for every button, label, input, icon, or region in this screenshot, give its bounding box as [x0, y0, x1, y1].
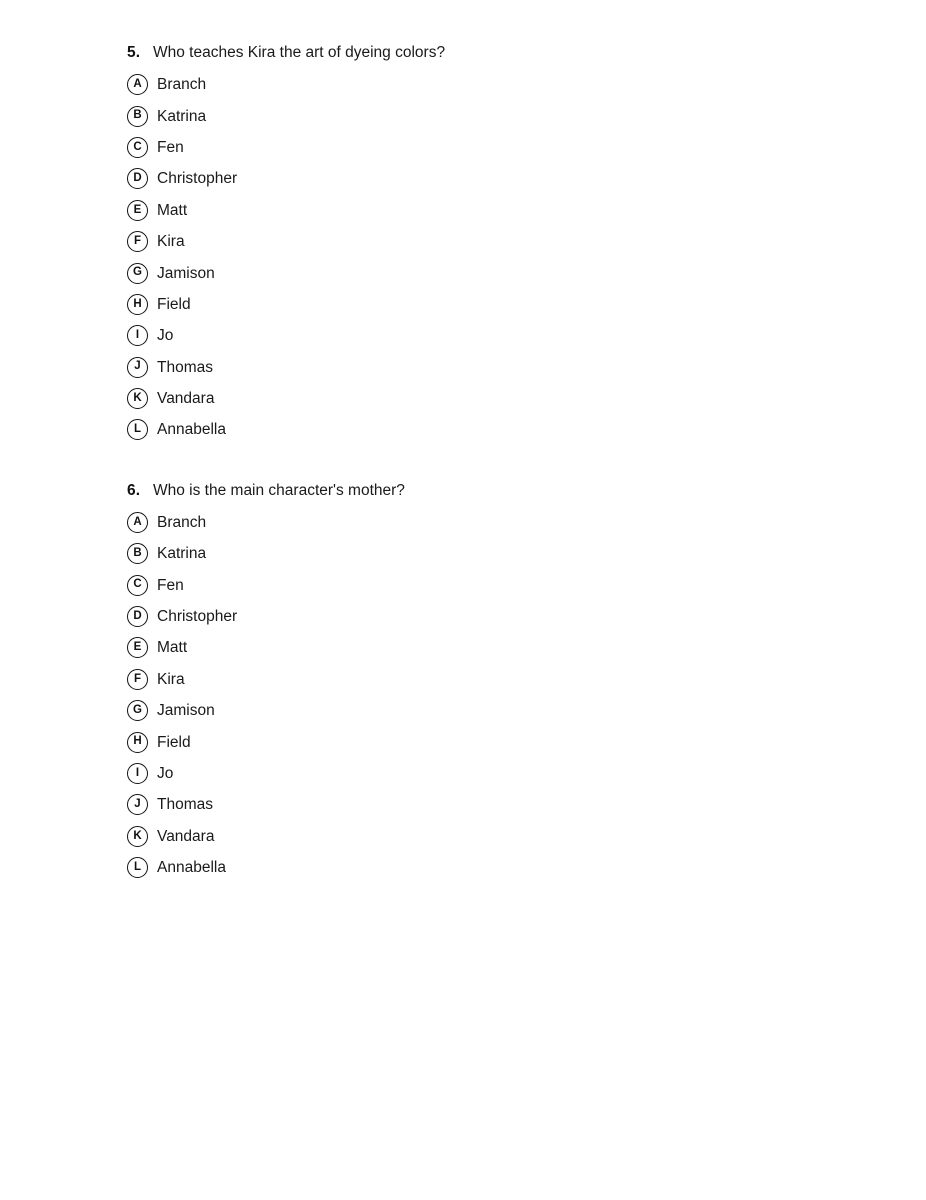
questions-container [127, 41, 926, 883]
option-row[interactable] [127, 695, 926, 726]
option-row[interactable] [127, 257, 926, 288]
option-row[interactable] [127, 507, 926, 538]
option-marker[interactable] [127, 763, 153, 784]
option-marker[interactable] [127, 74, 153, 95]
option-marker[interactable] [127, 419, 153, 440]
option-label: Matt [157, 201, 188, 219]
option-letter-circle-icon[interactable]: K [127, 388, 148, 409]
option-row[interactable] [127, 758, 926, 789]
question-number: 6. [127, 481, 141, 499]
option-letter-circle-icon[interactable]: K [127, 826, 148, 847]
option-marker[interactable] [127, 200, 153, 221]
question-header [127, 41, 926, 65]
option-row[interactable] [127, 852, 926, 883]
option-label: Christopher [157, 608, 238, 626]
option-letter-circle-icon[interactable]: C [127, 137, 148, 158]
option-marker[interactable] [127, 794, 153, 815]
option-row[interactable] [127, 789, 926, 820]
option-letter-circle-icon[interactable]: J [127, 794, 148, 815]
option-letter-circle-icon[interactable]: E [127, 637, 148, 658]
option-row[interactable] [127, 226, 926, 257]
option-row[interactable] [127, 69, 926, 100]
option-label: Jo [157, 327, 174, 345]
option-letter-circle-icon[interactable]: G [127, 263, 148, 284]
option-letter-circle-icon[interactable]: C [127, 575, 148, 596]
option-letter-circle-icon[interactable]: L [127, 419, 148, 440]
question-block [127, 41, 926, 446]
option-marker[interactable] [127, 669, 153, 690]
option-marker[interactable] [127, 637, 153, 658]
option-label: Jamison [157, 702, 215, 720]
option-label: Christopher [157, 170, 238, 188]
question-text: Who is the main character's mother? [153, 481, 405, 499]
option-marker[interactable] [127, 357, 153, 378]
option-letter-circle-icon[interactable]: H [127, 732, 148, 753]
option-label: Matt [157, 639, 188, 657]
option-label: Vandara [157, 827, 215, 845]
option-marker[interactable] [127, 106, 153, 127]
options-list [127, 69, 926, 446]
option-letter-circle-icon[interactable]: A [127, 74, 148, 95]
option-row[interactable] [127, 195, 926, 226]
option-marker[interactable] [127, 512, 153, 533]
option-letter-circle-icon[interactable]: F [127, 669, 148, 690]
option-row[interactable] [127, 383, 926, 414]
option-row[interactable] [127, 821, 926, 852]
option-row[interactable] [127, 664, 926, 695]
option-row[interactable] [127, 414, 926, 445]
option-marker[interactable] [127, 543, 153, 564]
option-letter-circle-icon[interactable]: I [127, 325, 148, 346]
option-label: Fen [157, 138, 184, 156]
option-letter-circle-icon[interactable]: B [127, 106, 148, 127]
option-label: Kira [157, 670, 185, 688]
option-marker[interactable] [127, 294, 153, 315]
option-letter-circle-icon[interactable]: I [127, 763, 148, 784]
question-text: Who teaches Kira the art of dyeing colors? [153, 44, 446, 61]
option-marker[interactable] [127, 137, 153, 158]
option-letter-circle-icon[interactable]: D [127, 168, 148, 189]
option-label: Katrina [157, 545, 207, 563]
option-marker[interactable] [127, 231, 153, 252]
question-block [127, 479, 926, 884]
option-label: Branch [157, 76, 207, 94]
option-row[interactable] [127, 601, 926, 632]
option-marker[interactable] [127, 857, 153, 878]
option-row[interactable] [127, 163, 926, 194]
option-letter-circle-icon[interactable]: L [127, 857, 148, 878]
options-list [127, 507, 926, 884]
option-label: Fen [157, 576, 184, 594]
option-label: Branch [157, 513, 207, 531]
option-label: Jo [157, 765, 174, 782]
option-label: Field [157, 733, 191, 751]
option-letter-circle-icon[interactable]: H [127, 294, 148, 315]
option-marker[interactable] [127, 263, 153, 284]
option-row[interactable] [127, 132, 926, 163]
option-label: Thomas [157, 796, 213, 814]
option-row[interactable] [127, 320, 926, 351]
option-label: Kira [157, 233, 185, 251]
option-marker[interactable] [127, 732, 153, 753]
option-letter-circle-icon[interactable]: F [127, 231, 148, 252]
option-letter-circle-icon[interactable]: E [127, 200, 148, 221]
option-marker[interactable] [127, 325, 153, 346]
option-letter-circle-icon[interactable]: D [127, 606, 148, 627]
option-row[interactable] [127, 352, 926, 383]
option-row[interactable] [127, 632, 926, 663]
option-row[interactable] [127, 100, 926, 131]
option-letter-circle-icon[interactable]: B [127, 543, 148, 564]
option-marker[interactable] [127, 168, 153, 189]
option-label: Annabella [157, 859, 226, 877]
option-marker[interactable] [127, 606, 153, 627]
option-row[interactable] [127, 726, 926, 757]
option-label: Jamison [157, 264, 215, 282]
option-letter-circle-icon[interactable]: A [127, 512, 148, 533]
option-row[interactable] [127, 538, 926, 569]
option-row[interactable] [127, 569, 926, 600]
option-marker[interactable] [127, 826, 153, 847]
option-letter-circle-icon[interactable]: J [127, 357, 148, 378]
question-number: 5. [127, 44, 141, 61]
option-label: Annabella [157, 421, 226, 439]
option-marker[interactable] [127, 575, 153, 596]
option-label: Katrina [157, 107, 207, 125]
question-header [127, 479, 926, 503]
option-label: Field [157, 295, 191, 313]
option-marker[interactable] [127, 700, 153, 721]
option-letter-circle-icon[interactable]: G [127, 700, 148, 721]
option-label: Vandara [157, 390, 215, 408]
option-row[interactable] [127, 289, 926, 320]
option-marker[interactable] [127, 388, 153, 409]
option-label: Thomas [157, 358, 213, 376]
